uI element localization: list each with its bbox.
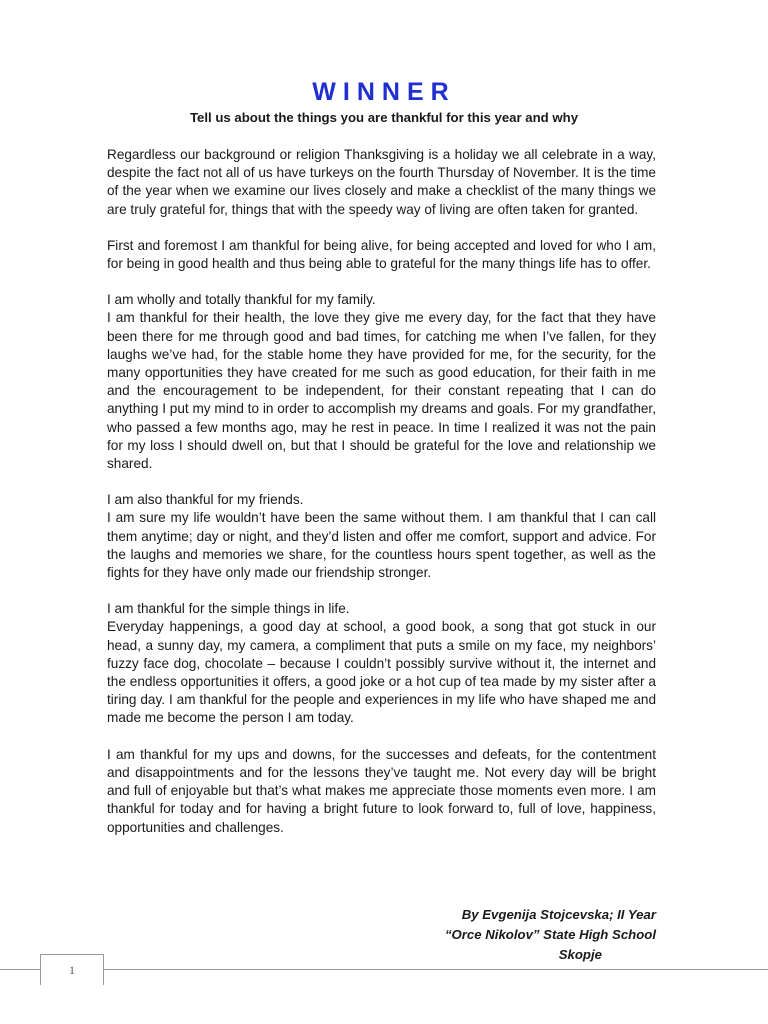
paragraph-line: Everyday happenings, a good day at school, a good book, a song that got stuck in our head, a sunny day, my camera, a compliment that puts a smile on my face, my neighbors’ fuzzy face dog, chocolate – because I couldn’t possibly survive without it, the internet and the endless opportunities it offers, a good joke or a hot cup of tea made by my sister after a tiring day. I am thankful for the people and experiences in my life who have shaped me and made me become the person I am today. [107, 619, 656, 726]
paragraph-line: First and foremost I am thankful for being alive, for being accepted and loved for who I am, for being in good health and thus being able to grateful for the many things life has to offer. [107, 237, 656, 272]
document-subtitle: Tell us about the things you are thankful for this year and why [189, 110, 579, 125]
paragraph-line: I am wholly and totally thankful for my family. [107, 292, 376, 308]
signature-block [356, 905, 656, 965]
essay-paragraph [107, 600, 656, 727]
signature-school: “Orce Nikolov” State High School [444, 927, 656, 942]
paragraph-line: I am thankful for their health, the love they give me every day, for the fact that they have been there for me through good and bad times, for catching me when I’ve fallen, for they laughs we’ve had, for the stable home they have provided for me, for the security, for the many opportunities they have created for me such as good education, for their faith in me and the encouragement to be independent, for their constant repeating that I can do anything I put my mind to in order to accomplish my dreams and goals. For my grandfather, who passed a few months ago, may he rest in peace. In time I realized it was not the pain for my loss I should dwell on, but that I should be grateful for the love and relationship we shared. [107, 310, 656, 472]
essay-paragraph [107, 746, 656, 837]
signature-author: By Evgenija Stojcevska; II Year [461, 907, 656, 922]
paragraph-line: Regardless our background or religion Thanksgiving is a holiday we all celebrate in a way, despite the fact not all of us have turkeys on the fourth Thursday of November. It is the time of the year when we examine our lives closely and make a checklist of the many things we are truly grateful for, things that with the speedy way of living are often taken for granted. [107, 147, 656, 217]
paragraph-line: I am also thankful for my friends. [107, 492, 304, 508]
essay-paragraph [107, 291, 656, 473]
page-number-box [40, 954, 104, 985]
document-title: WINNER [312, 78, 456, 106]
footer-divider [0, 969, 768, 970]
signature-city: Skopje [558, 947, 602, 962]
essay-paragraph [107, 146, 656, 219]
paragraph-line: I am thankful for the simple things in life. [107, 601, 350, 617]
essay-paragraph [107, 237, 656, 273]
page-number: 1 [69, 963, 75, 977]
paragraph-line: I am sure my life wouldn’t have been the same without them. I am thankful that I can call them anytime; day or night, and they’d listen and offer me comfort, support and advice. For the laughs and memories we share, for the countless hours spent together, as well as the fights for they have only made our friendship stronger. [107, 510, 656, 581]
essay-body [107, 146, 656, 855]
essay-paragraph [107, 491, 656, 582]
paragraph-line: I am thankful for my ups and downs, for the successes and defeats, for the contentment and disappointments and for the lessons they’ve taught me. Not every day will be bright and full of enjoyable but that’s what makes me appreciate those moments even more. I am thankful for today and for having a bright future to look forward to, full of love, happiness, opportunities and challenges. [107, 746, 656, 835]
